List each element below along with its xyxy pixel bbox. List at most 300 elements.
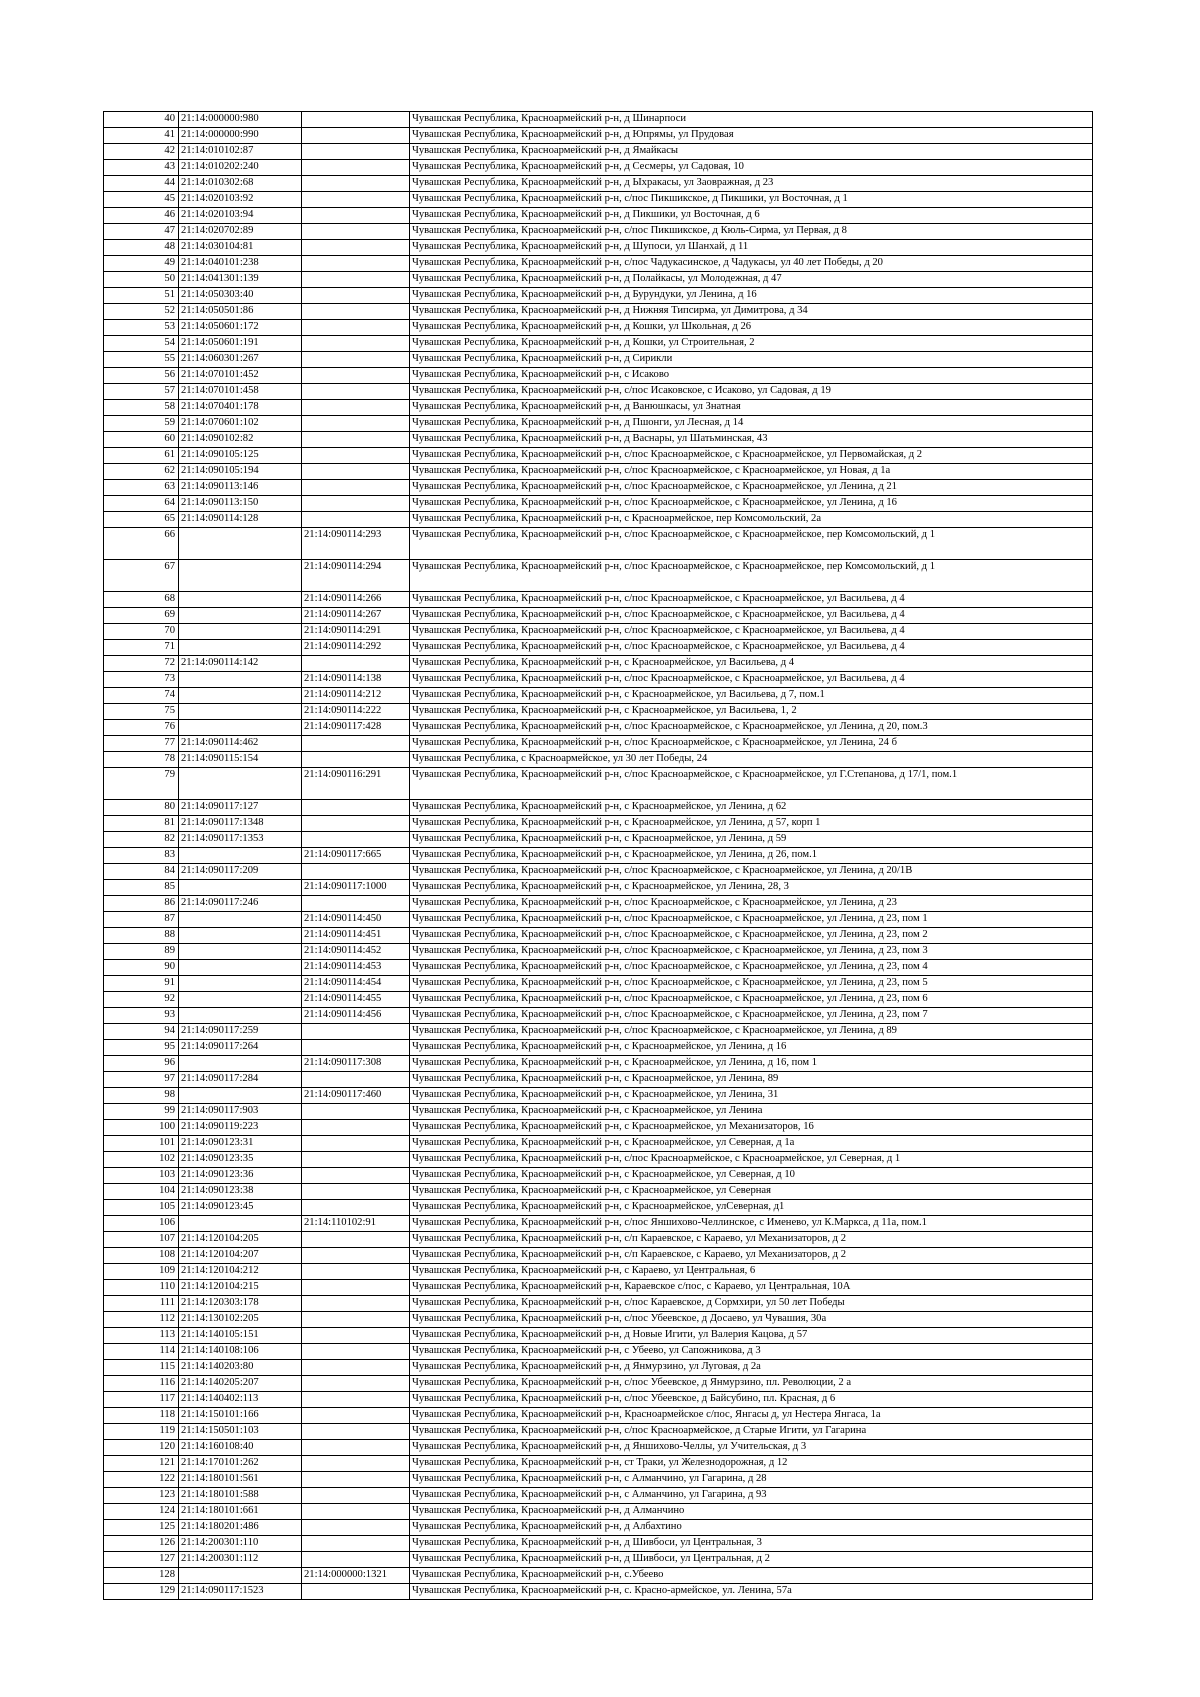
row-number-cell: 117 [104, 1392, 179, 1408]
table-row [104, 1456, 1093, 1472]
room-cadastral-number-cell: 21:14:090114:455 [302, 992, 410, 1008]
room-cadastral-number-cell: 21:14:090114:222 [302, 704, 410, 720]
room-cadastral-number-cell [302, 1504, 410, 1520]
cadastral-number-cell: 21:14:090123:45 [179, 1200, 302, 1216]
address-cell: Чувашская Республика, Красноармейский р-н, с Караево, ул Центральная, 6 [410, 1264, 1093, 1280]
cadastral-number-cell: 21:14:150501:103 [179, 1424, 302, 1440]
cadastral-number-cell: 21:14:090117:127 [179, 800, 302, 816]
row-number-cell: 88 [104, 928, 179, 944]
cadastral-number-cell: 21:14:090114:142 [179, 656, 302, 672]
table-row [104, 448, 1093, 464]
table-row [104, 272, 1093, 288]
table-row [104, 464, 1093, 480]
row-number-cell: 57 [104, 384, 179, 400]
table-row [104, 880, 1093, 896]
table-row [104, 320, 1093, 336]
address-cell: Чувашская Республика, Красноармейский р-н, с/пос Исаковское, с Исаково, ул Садовая, д 19 [410, 384, 1093, 400]
row-number-cell: 105 [104, 1200, 179, 1216]
cadastral-number-cell: 21:14:030104:81 [179, 240, 302, 256]
room-cadastral-number-cell [302, 1136, 410, 1152]
cadastral-number-cell: 21:14:090117:246 [179, 896, 302, 912]
room-cadastral-number-cell: 21:14:090117:665 [302, 848, 410, 864]
table-row [104, 656, 1093, 672]
room-cadastral-number-cell [302, 1152, 410, 1168]
room-cadastral-number-cell [302, 336, 410, 352]
cadastral-number-cell: 21:14:050501:86 [179, 304, 302, 320]
cadastral-number-cell [179, 528, 302, 560]
room-cadastral-number-cell [302, 304, 410, 320]
row-number-cell: 75 [104, 704, 179, 720]
cadastral-number-cell: 21:14:050601:172 [179, 320, 302, 336]
address-cell: Чувашская Республика, Красноармейский р-н, с Красноармейское, улСеверная, д1 [410, 1200, 1093, 1216]
address-cell: Чувашская Республика, с Красноармейское, ул 30 лет Победы, 24 [410, 752, 1093, 768]
cadastral-number-cell: 21:14:020103:94 [179, 208, 302, 224]
row-number-cell: 116 [104, 1376, 179, 1392]
room-cadastral-number-cell [302, 752, 410, 768]
table-row [104, 1184, 1093, 1200]
cadastral-number-cell: 21:14:090117:259 [179, 1024, 302, 1040]
room-cadastral-number-cell: 21:14:090114:138 [302, 672, 410, 688]
table-row [104, 1216, 1093, 1232]
address-cell: Чувашская Республика, Красноармейский р-н, Красноармейское с/пос, Янгасы д, ул Нестера Янгаса, 1а [410, 1408, 1093, 1424]
table-row [104, 592, 1093, 608]
address-cell: Чувашская Республика, Красноармейский р-н, д Шивбоси, ул Центральная, 3 [410, 1536, 1093, 1552]
row-number-cell: 94 [104, 1024, 179, 1040]
table-row [104, 112, 1093, 128]
address-cell: Чувашская Республика, Красноармейский р-н, с/пос Красноармейское, с Красноармейское, ул Ленина, 24 б [410, 736, 1093, 752]
cadastral-number-cell: 21:14:130102:205 [179, 1312, 302, 1328]
room-cadastral-number-cell [302, 496, 410, 512]
row-number-cell: 83 [104, 848, 179, 864]
cadastral-number-cell: 21:14:120104:215 [179, 1280, 302, 1296]
row-number-cell: 48 [104, 240, 179, 256]
table-row [104, 240, 1093, 256]
cadastral-number-cell: 21:14:120303:178 [179, 1296, 302, 1312]
cadastral-number-cell: 21:14:180201:486 [179, 1520, 302, 1536]
cadastral-number-cell: 21:14:200301:110 [179, 1536, 302, 1552]
cadastral-number-cell [179, 688, 302, 704]
room-cadastral-number-cell: 21:14:090117:308 [302, 1056, 410, 1072]
room-cadastral-number-cell: 21:14:090114:456 [302, 1008, 410, 1024]
address-cell: Чувашская Республика, Красноармейский р-н, с/пос Красноармейское, с Красноармейское, ул Ленина, д 23, пом 7 [410, 1008, 1093, 1024]
row-number-cell: 76 [104, 720, 179, 736]
table-row [104, 432, 1093, 448]
address-cell: Чувашская Республика, Красноармейский р-н, с/пос Пикшикское, д Пикшики, ул Восточная, д 1 [410, 192, 1093, 208]
table-row [104, 624, 1093, 640]
address-cell: Чувашская Республика, Красноармейский р-н, с/пос Красноармейское, с Красноармейское, ул Васильева, д 4 [410, 592, 1093, 608]
room-cadastral-number-cell [302, 832, 410, 848]
table-row [104, 1248, 1093, 1264]
room-cadastral-number-cell: 21:14:090114:267 [302, 608, 410, 624]
row-number-cell: 110 [104, 1280, 179, 1296]
address-cell: Чувашская Республика, Красноармейский р-н, с Красноармейское, ул Ленина, д 26, пом.1 [410, 848, 1093, 864]
table-row [104, 1520, 1093, 1536]
room-cadastral-number-cell [302, 1360, 410, 1376]
row-number-cell: 102 [104, 1152, 179, 1168]
cadastral-number-cell [179, 640, 302, 656]
cadastral-number-cell: 21:14:010202:240 [179, 160, 302, 176]
address-cell: Чувашская Республика, Красноармейский р-н, д Яншихово-Челлы, ул Учительская, д 3 [410, 1440, 1093, 1456]
cadastral-number-cell: 21:14:170101:262 [179, 1456, 302, 1472]
room-cadastral-number-cell [302, 1296, 410, 1312]
cadastral-number-cell [179, 608, 302, 624]
row-number-cell: 106 [104, 1216, 179, 1232]
address-cell: Чувашская Республика, Красноармейский р-н, с/пос Убеевское, д Досаево, ул Чувашия, 30а [410, 1312, 1093, 1328]
table-row [104, 976, 1093, 992]
address-cell: Чувашская Республика, Красноармейский р-н, с Красноармейское, ул Ленина, д 16, пом 1 [410, 1056, 1093, 1072]
room-cadastral-number-cell [302, 192, 410, 208]
cadastral-number-cell: 21:14:000000:980 [179, 112, 302, 128]
address-cell: Чувашская Республика, Красноармейский р-н, с Убеево, ул Сапожникова, д 3 [410, 1344, 1093, 1360]
address-cell: Чувашская Республика, Красноармейский р-н, с/пос Яншихово-Челлинское, с Именево, ул К.Маркса, д 11а, пом.1 [410, 1216, 1093, 1232]
cadastral-number-cell: 21:14:090113:146 [179, 480, 302, 496]
row-number-cell: 70 [104, 624, 179, 640]
row-number-cell: 44 [104, 176, 179, 192]
row-number-cell: 103 [104, 1168, 179, 1184]
address-cell: Чувашская Республика, Красноармейский р-н, с/пос Красноармейское, с Красноармейское, ул Ленина, д 23, пом 3 [410, 944, 1093, 960]
address-cell: Чувашская Республика, Красноармейский р-н, Караевское с/пос, с Караево, ул Центральная, 10А [410, 1280, 1093, 1296]
room-cadastral-number-cell [302, 112, 410, 128]
cadastral-number-cell: 21:14:070601:102 [179, 416, 302, 432]
table-row [104, 816, 1093, 832]
room-cadastral-number-cell [302, 432, 410, 448]
address-cell: Чувашская Республика, Красноармейский р-н, с/пос Чадукасинское, д Чадукасы, ул 40 лет Победы, д 20 [410, 256, 1093, 272]
room-cadastral-number-cell [302, 256, 410, 272]
table-row [104, 512, 1093, 528]
address-cell: Чувашская Республика, Красноармейский р-н, д Юпрямы, ул Прудовая [410, 128, 1093, 144]
cadastral-number-cell [179, 960, 302, 976]
room-cadastral-number-cell: 21:14:090114:212 [302, 688, 410, 704]
row-number-cell: 58 [104, 400, 179, 416]
row-number-cell: 52 [104, 304, 179, 320]
row-number-cell: 51 [104, 288, 179, 304]
table-row [104, 752, 1093, 768]
address-cell: Чувашская Республика, Красноармейский р-н, д Ванюшкасы, ул Знатная [410, 400, 1093, 416]
room-cadastral-number-cell [302, 352, 410, 368]
row-number-cell: 60 [104, 432, 179, 448]
table-row [104, 1152, 1093, 1168]
room-cadastral-number-cell [302, 176, 410, 192]
address-cell: Чувашская Республика, Красноармейский р-н, д Пшонги, ул Лесная, д 14 [410, 416, 1093, 432]
row-number-cell: 93 [104, 1008, 179, 1024]
room-cadastral-number-cell [302, 320, 410, 336]
cadastral-number-cell: 21:14:090117:1353 [179, 832, 302, 848]
cadastral-number-cell: 21:14:070101:452 [179, 368, 302, 384]
table-row [104, 1296, 1093, 1312]
address-cell: Чувашская Республика, Красноармейский р-н, д Шинарпоси [410, 112, 1093, 128]
room-cadastral-number-cell [302, 1520, 410, 1536]
cadastral-number-cell [179, 672, 302, 688]
cadastral-number-cell: 21:14:200301:112 [179, 1552, 302, 1568]
cadastral-number-cell: 21:14:090117:903 [179, 1104, 302, 1120]
address-cell: Чувашская Республика, Красноармейский р-н, д Полайкасы, ул Молодежная, д 47 [410, 272, 1093, 288]
cadastral-number-cell: 21:14:090123:35 [179, 1152, 302, 1168]
row-number-cell: 111 [104, 1296, 179, 1312]
table-row [104, 1072, 1093, 1088]
row-number-cell: 118 [104, 1408, 179, 1424]
cadastral-number-cell [179, 1088, 302, 1104]
room-cadastral-number-cell [302, 864, 410, 880]
table-row [104, 192, 1093, 208]
address-cell: Чувашская Республика, Красноармейский р-н, с/пос Красноармейское, с Красноармейское, ул Васильева, д 4 [410, 640, 1093, 656]
cadastral-number-cell: 21:14:140203:80 [179, 1360, 302, 1376]
address-cell: Чувашская Республика, Красноармейский р-н, д Новые Игити, ул Валерия Кацова, д 57 [410, 1328, 1093, 1344]
table-row [104, 672, 1093, 688]
table-row [104, 144, 1093, 160]
row-number-cell: 107 [104, 1232, 179, 1248]
cadastral-number-cell: 21:14:180101:588 [179, 1488, 302, 1504]
room-cadastral-number-cell [302, 1168, 410, 1184]
row-number-cell: 85 [104, 880, 179, 896]
address-cell: Чувашская Республика, Красноармейский р-н, с/пос Красноармейское, с Красноармейское, ул Васильева, д 4 [410, 608, 1093, 624]
table-row [104, 1392, 1093, 1408]
row-number-cell: 64 [104, 496, 179, 512]
room-cadastral-number-cell: 21:14:090114:451 [302, 928, 410, 944]
cadastral-number-cell: 21:14:090115:154 [179, 752, 302, 768]
cadastral-number-cell: 21:14:120104:207 [179, 1248, 302, 1264]
row-number-cell: 114 [104, 1344, 179, 1360]
address-cell: Чувашская Республика, Красноармейский р-н, д Албахтино [410, 1520, 1093, 1536]
address-cell: Чувашская Республика, Красноармейский р-н, с/пос Красноармейское, с Красноармейское, ул Васильева, д 4 [410, 624, 1093, 640]
address-cell: Чувашская Республика, Красноармейский р-н, с/пос Красноармейское, с Красноармейское, ул Васильева, д 4 [410, 672, 1093, 688]
cadastral-number-cell [179, 624, 302, 640]
row-number-cell: 97 [104, 1072, 179, 1088]
row-number-cell: 100 [104, 1120, 179, 1136]
room-cadastral-number-cell [302, 1232, 410, 1248]
cadastral-number-cell: 21:14:140205:207 [179, 1376, 302, 1392]
table-row [104, 1088, 1093, 1104]
room-cadastral-number-cell [302, 1312, 410, 1328]
table-row [104, 640, 1093, 656]
room-cadastral-number-cell [302, 1456, 410, 1472]
table-row [104, 1472, 1093, 1488]
address-cell: Чувашская Республика, Красноармейский р-н, с/пос Красноармейское, с Красноармейское, ул Ленина, д 23, пом 5 [410, 976, 1093, 992]
row-number-cell: 115 [104, 1360, 179, 1376]
table-row [104, 992, 1093, 1008]
table-row [104, 1232, 1093, 1248]
row-number-cell: 89 [104, 944, 179, 960]
address-cell: Чувашская Республика, Красноармейский р-н, с Красноармейское, ул Ленина, д 16 [410, 1040, 1093, 1056]
room-cadastral-number-cell [302, 736, 410, 752]
cadastral-number-cell [179, 1008, 302, 1024]
row-number-cell: 46 [104, 208, 179, 224]
table-row [104, 416, 1093, 432]
table-row [104, 208, 1093, 224]
room-cadastral-number-cell [302, 1536, 410, 1552]
cadastral-number-cell: 21:14:090114:128 [179, 512, 302, 528]
room-cadastral-number-cell: 21:14:090114:453 [302, 960, 410, 976]
table-row [104, 128, 1093, 144]
room-cadastral-number-cell [302, 1104, 410, 1120]
address-cell: Чувашская Республика, Красноармейский р-н, д Янмурзино, ул Луговая, д 2а [410, 1360, 1093, 1376]
cadastral-number-cell [179, 880, 302, 896]
room-cadastral-number-cell [302, 400, 410, 416]
room-cadastral-number-cell [302, 1328, 410, 1344]
room-cadastral-number-cell [302, 1584, 410, 1600]
cadastral-number-cell: 21:14:160108:40 [179, 1440, 302, 1456]
table-row [104, 560, 1093, 592]
room-cadastral-number-cell: 21:14:090114:292 [302, 640, 410, 656]
row-number-cell: 128 [104, 1568, 179, 1584]
room-cadastral-number-cell: 21:14:090117:1000 [302, 880, 410, 896]
room-cadastral-number-cell [302, 1072, 410, 1088]
address-cell: Чувашская Республика, Красноармейский р-н, с Красноармейское, ул Ленина, д 62 [410, 800, 1093, 816]
room-cadastral-number-cell: 21:14:090114:454 [302, 976, 410, 992]
table-row [104, 1568, 1093, 1584]
address-cell: Чувашская Республика, Красноармейский р-н, с. Красно-армейское, ул. Ленина, 57а [410, 1584, 1093, 1600]
table-row [104, 1136, 1093, 1152]
address-cell: Чувашская Республика, Красноармейский р-н, д Ыхракасы, ул Заовражная, д 23 [410, 176, 1093, 192]
table-row [104, 1376, 1093, 1392]
room-cadastral-number-cell [302, 1264, 410, 1280]
cadastral-number-cell [179, 720, 302, 736]
room-cadastral-number-cell [302, 144, 410, 160]
cadastral-number-cell: 21:14:090117:284 [179, 1072, 302, 1088]
table-row [104, 1280, 1093, 1296]
row-number-cell: 101 [104, 1136, 179, 1152]
cadastral-number-cell: 21:14:020702:89 [179, 224, 302, 240]
table-row [104, 160, 1093, 176]
table-row [104, 304, 1093, 320]
row-number-cell: 78 [104, 752, 179, 768]
room-cadastral-number-cell [302, 512, 410, 528]
cadastral-number-cell: 21:14:180101:661 [179, 1504, 302, 1520]
row-number-cell: 126 [104, 1536, 179, 1552]
room-cadastral-number-cell [302, 1408, 410, 1424]
address-cell: Чувашская Республика, Красноармейский р-н, с/пос Красноармейское, с Красноармейское, пер Комсомольский, д 1 [410, 528, 1093, 560]
cadastral-number-cell: 21:14:050601:191 [179, 336, 302, 352]
address-cell: Чувашская Республика, Красноармейский р-н, д Пикшики, ул Восточная, д 6 [410, 208, 1093, 224]
row-number-cell: 125 [104, 1520, 179, 1536]
cadastral-number-cell: 21:14:090114:462 [179, 736, 302, 752]
address-cell: Чувашская Республика, Красноармейский р-н, с Исаково [410, 368, 1093, 384]
table-row [104, 928, 1093, 944]
cadastral-number-cell [179, 592, 302, 608]
room-cadastral-number-cell [302, 1200, 410, 1216]
room-cadastral-number-cell [302, 464, 410, 480]
address-cell: Чувашская Республика, Красноармейский р-н, с.Убеево [410, 1568, 1093, 1584]
address-cell: Чувашская Республика, Красноармейский р-н, с/пос Пикшикское, д Кюль-Сирма, ул Первая, д 8 [410, 224, 1093, 240]
cadastral-number-cell: 21:14:120104:205 [179, 1232, 302, 1248]
address-cell: Чувашская Республика, Красноармейский р-н, с Красноармейское, ул Ленина, д 59 [410, 832, 1093, 848]
row-number-cell: 81 [104, 816, 179, 832]
cadastral-number-cell: 21:14:010102:87 [179, 144, 302, 160]
table-row [104, 720, 1093, 736]
table-row [104, 1440, 1093, 1456]
room-cadastral-number-cell [302, 448, 410, 464]
cadastral-number-cell: 21:14:090119:223 [179, 1120, 302, 1136]
row-number-cell: 56 [104, 368, 179, 384]
row-number-cell: 99 [104, 1104, 179, 1120]
cadastral-number-cell [179, 928, 302, 944]
room-cadastral-number-cell [302, 896, 410, 912]
row-number-cell: 112 [104, 1312, 179, 1328]
address-cell: Чувашская Республика, Красноармейский р-н, с Красноармейское, ул Ленина [410, 1104, 1093, 1120]
cadastral-number-cell: 21:14:090123:38 [179, 1184, 302, 1200]
row-number-cell: 95 [104, 1040, 179, 1056]
table-row [104, 1168, 1093, 1184]
table-row [104, 1264, 1093, 1280]
address-cell: Чувашская Республика, Красноармейский р-н, с Красноармейское, ул Ленина, 89 [410, 1072, 1093, 1088]
room-cadastral-number-cell [302, 1040, 410, 1056]
room-cadastral-number-cell [302, 1120, 410, 1136]
table-row [104, 480, 1093, 496]
room-cadastral-number-cell [302, 1472, 410, 1488]
table-row [104, 960, 1093, 976]
address-cell: Чувашская Республика, Красноармейский р-н, с Красноармейское, пер Комсомольский, 2а [410, 512, 1093, 528]
address-cell: Чувашская Республика, Красноармейский р-н, д Шивбоси, ул Центральная, д 2 [410, 1552, 1093, 1568]
cadastral-number-cell: 21:14:090105:194 [179, 464, 302, 480]
address-cell: Чувашская Республика, Красноармейский р-н, с/пос Красноармейское, с Красноармейское, ул Ленина, д 20, пом.3 [410, 720, 1093, 736]
table-row [104, 256, 1093, 272]
address-cell: Чувашская Республика, Красноармейский р-н, с Красноармейское, ул Северная, д 10 [410, 1168, 1093, 1184]
address-cell: Чувашская Республика, Красноармейский р-н, с/пос Красноармейское, с Красноармейское, ул Ленина, д 23, пом 6 [410, 992, 1093, 1008]
room-cadastral-number-cell: 21:14:090114:452 [302, 944, 410, 960]
room-cadastral-number-cell: 21:14:090114:294 [302, 560, 410, 592]
cadastral-number-cell: 21:14:090117:1348 [179, 816, 302, 832]
row-number-cell: 49 [104, 256, 179, 272]
cadastral-number-cell [179, 560, 302, 592]
address-cell: Чувашская Республика, Красноармейский р-н, с Красноармейское, ул Ленина, 28, 3 [410, 880, 1093, 896]
row-number-cell: 84 [104, 864, 179, 880]
cadastral-number-cell: 21:14:090117:209 [179, 864, 302, 880]
room-cadastral-number-cell [302, 384, 410, 400]
cadastral-number-cell: 21:14:000000:990 [179, 128, 302, 144]
row-number-cell: 55 [104, 352, 179, 368]
row-number-cell: 61 [104, 448, 179, 464]
row-number-cell: 120 [104, 1440, 179, 1456]
address-cell: Чувашская Республика, Красноармейский р-н, с Красноармейское, ул Васильева, д 7, пом.1 [410, 688, 1093, 704]
cadastral-number-cell: 21:14:041301:139 [179, 272, 302, 288]
table-row [104, 336, 1093, 352]
cadastral-number-cell [179, 704, 302, 720]
address-cell: Чувашская Республика, Красноармейский р-н, с Красноармейское, ул Ленина, 31 [410, 1088, 1093, 1104]
row-number-cell: 91 [104, 976, 179, 992]
cadastral-number-cell [179, 1216, 302, 1232]
row-number-cell: 98 [104, 1088, 179, 1104]
room-cadastral-number-cell: 21:14:090114:450 [302, 912, 410, 928]
address-cell: Чувашская Республика, Красноармейский р-н, с Красноармейское, ул Северная [410, 1184, 1093, 1200]
room-cadastral-number-cell: 21:14:090116:291 [302, 768, 410, 800]
row-number-cell: 87 [104, 912, 179, 928]
room-cadastral-number-cell [302, 1440, 410, 1456]
table-row [104, 1040, 1093, 1056]
room-cadastral-number-cell: 21:14:090117:428 [302, 720, 410, 736]
room-cadastral-number-cell [302, 208, 410, 224]
room-cadastral-number-cell [302, 288, 410, 304]
room-cadastral-number-cell [302, 368, 410, 384]
cadastral-number-cell [179, 1568, 302, 1584]
cadastral-number-cell [179, 992, 302, 1008]
table-row [104, 1104, 1093, 1120]
row-number-cell: 80 [104, 800, 179, 816]
address-cell: Чувашская Республика, Красноармейский р-н, с/п Караевское, с Караево, ул Механизаторов, д 2 [410, 1232, 1093, 1248]
cadastral-number-cell [179, 912, 302, 928]
room-cadastral-number-cell [302, 1184, 410, 1200]
address-cell: Чувашская Республика, Красноармейский р-н, с/пос Красноармейское, с Красноармейское, ул Северная, д 1 [410, 1152, 1093, 1168]
row-number-cell: 104 [104, 1184, 179, 1200]
row-number-cell: 127 [104, 1552, 179, 1568]
table-row [104, 704, 1093, 720]
cadastral-number-cell: 21:14:010302:68 [179, 176, 302, 192]
objects-table [103, 111, 1093, 1600]
address-cell: Чувашская Республика, Красноармейский р-н, с/пос Красноармейское, с Красноармейское, ул Новая, д 1а [410, 464, 1093, 480]
row-number-cell: 43 [104, 160, 179, 176]
cadastral-number-cell: 21:14:090113:150 [179, 496, 302, 512]
cadastral-number-cell: 21:14:140108:106 [179, 1344, 302, 1360]
address-cell: Чувашская Республика, Красноармейский р-н, ст Траки, ул Железнодорожная, д 12 [410, 1456, 1093, 1472]
table-row [104, 1120, 1093, 1136]
